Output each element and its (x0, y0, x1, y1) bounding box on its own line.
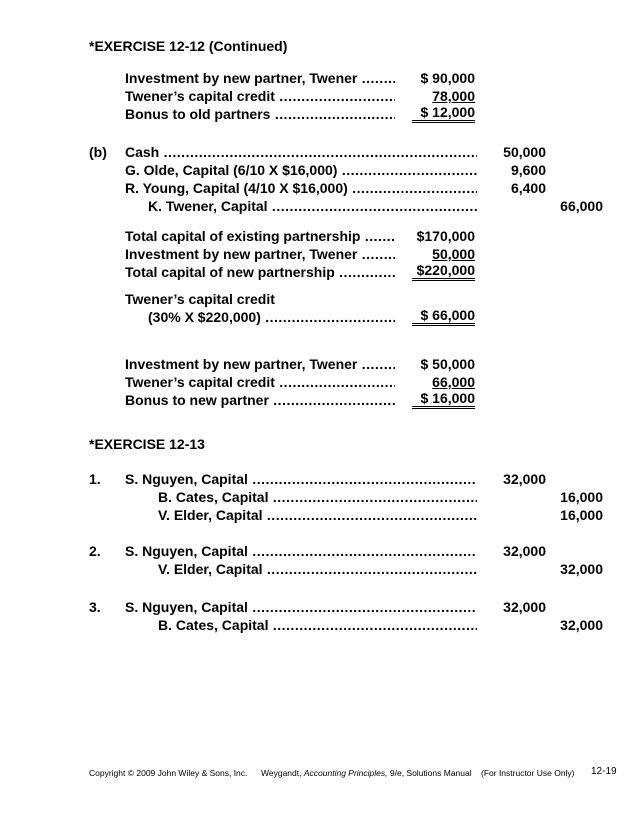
bonus-a-amount-bonus: $ 12,000 (412, 105, 475, 123)
part-b-marker: (b) (89, 144, 107, 160)
item-3-nguyen-debit: 32,000 (503, 599, 546, 615)
credit-calc-label: (30% X $220,000) ..... (148, 308, 395, 326)
bonus-a-label-credit: Twener’s capital credit ..... (125, 87, 395, 105)
entry-b-twener-label: K. Twener, Capital ..... (148, 197, 477, 215)
bonus-a-amount-credit: 78,000 (432, 88, 475, 104)
capital-investment-amount: 50,000 (432, 246, 475, 262)
capital-existing-label: Total capital of existing partnership ..... (125, 227, 395, 245)
exercise-12-13-title: *EXERCISE 12-13 (89, 436, 205, 452)
entry-b-young-debit: 6,400 (510, 180, 546, 196)
item-1-elder-credit: 16,000 (560, 507, 603, 523)
capital-investment-label: Investment by new partner, Twener ..... (125, 245, 395, 263)
bonus-b-label-investment: Investment by new partner, Twener ..... (125, 355, 395, 373)
footer-author: Weygandt, (261, 768, 302, 778)
entry-b-olde-label: G. Olde, Capital (6/10 X $16,000) ..... (125, 161, 477, 179)
item-3-cates-credit: 32,000 (560, 617, 603, 633)
bonus-b-amount-credit: 66,000 (432, 374, 475, 390)
item-1-cates-label: B. Cates, Capital ..... (158, 488, 477, 506)
capital-new-label: Total capital of new partnership ..... (125, 263, 395, 281)
exercise-12-12-title: *EXERCISE 12-12 (Continued) (89, 38, 288, 54)
bonus-b-amount-investment: $ 50,000 (420, 356, 475, 372)
capital-new-amount: $220,000 (412, 263, 475, 281)
item-3-number: 3. (89, 599, 101, 615)
entry-b-cash-label: Cash ..... (125, 143, 477, 161)
bonus-b-label-bonus: Bonus to new partner ..... (125, 391, 395, 409)
bonus-a-amount-investment: $ 90,000 (420, 70, 475, 86)
item-2-nguyen-debit: 32,000 (503, 543, 546, 559)
item-2-number: 2. (89, 543, 101, 559)
bonus-a-label-bonus: Bonus to old partners ..... (125, 105, 395, 123)
entry-b-olde-debit: 9,600 (510, 162, 546, 178)
item-1-nguyen-label: S. Nguyen, Capital ..... (125, 470, 477, 488)
footer-book-title: Accounting Principles, (303, 768, 388, 778)
footer-usage: (For Instructor Use Only) (481, 768, 575, 778)
footer-edition: 9/e, Solutions Manual (389, 768, 472, 778)
footer-copyright: Copyright © 2009 John Wiley & Sons, Inc. (89, 768, 248, 778)
credit-title: Twener’s capital credit (125, 291, 275, 307)
item-2-elder-credit: 32,000 (560, 561, 603, 577)
item-1-cates-credit: 16,000 (560, 489, 603, 505)
footer-citation (261, 767, 472, 779)
item-1-number: 1. (89, 471, 101, 487)
item-3-nguyen-label: S. Nguyen, Capital ..... (125, 598, 477, 616)
bonus-b-amount-bonus: $ 16,000 (412, 391, 475, 409)
entry-b-cash-debit: 50,000 (503, 144, 546, 160)
entry-b-young-label: R. Young, Capital (4/10 X $16,000) ..... (125, 179, 477, 197)
item-1-elder-label: V. Elder, Capital ..... (158, 506, 477, 524)
entry-b-twener-credit: 66,000 (560, 198, 603, 214)
item-1-nguyen-debit: 32,000 (503, 471, 546, 487)
capital-existing-amount: $170,000 (416, 228, 475, 244)
bonus-a-label-investment: Investment by new partner, Twener ..... (125, 69, 395, 87)
item-2-nguyen-label: S. Nguyen, Capital ..... (125, 542, 477, 560)
bonus-b-label-credit: Twener’s capital credit ..... (125, 373, 395, 391)
page-number: 12-19 (591, 766, 617, 777)
item-2-elder-label: V. Elder, Capital ..... (158, 560, 477, 578)
credit-calc-amount: $ 66,000 (412, 308, 475, 326)
item-3-cates-label: B. Cates, Capital ..... (158, 616, 477, 634)
